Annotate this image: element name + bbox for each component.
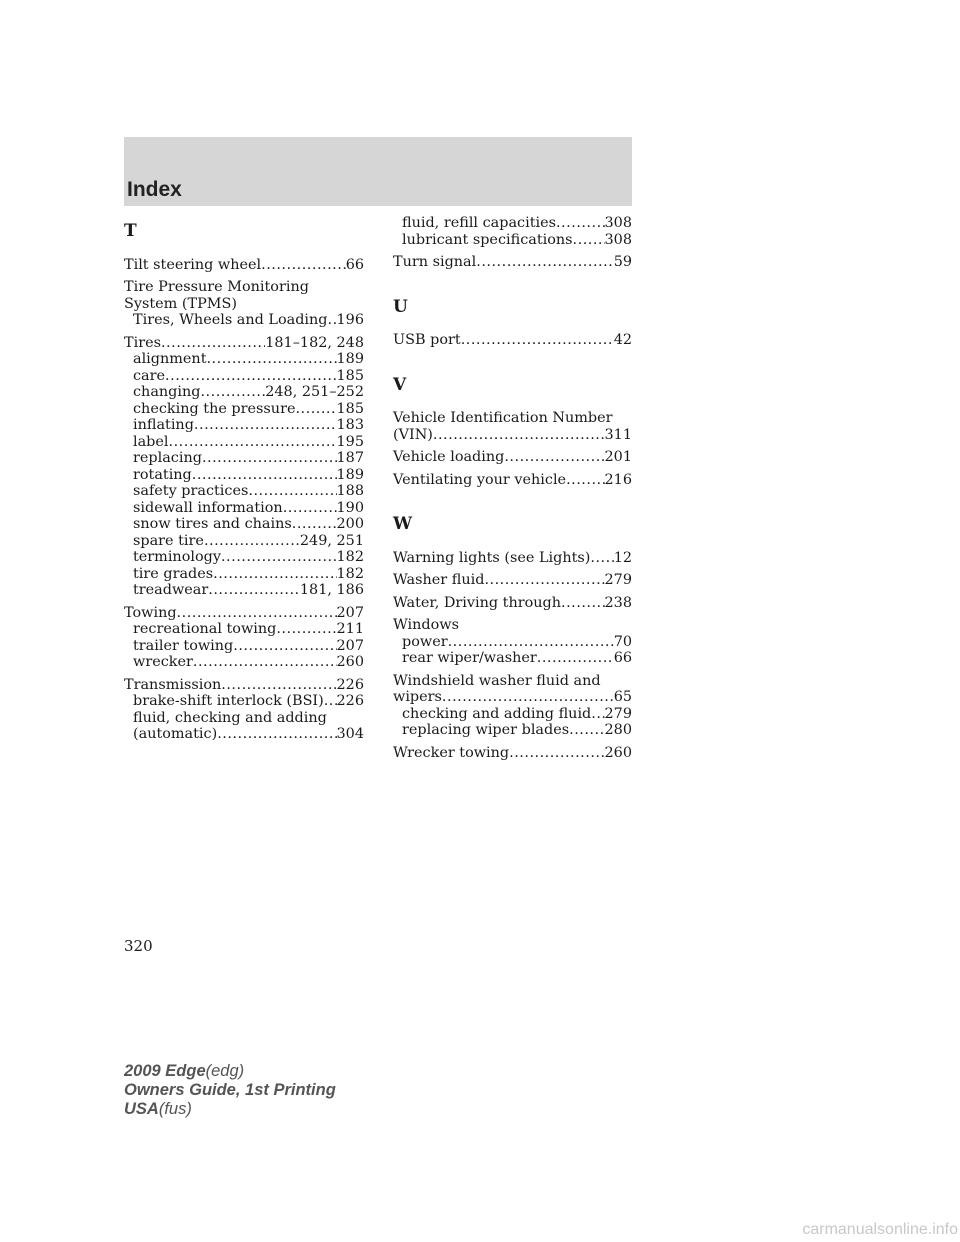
- leader-dots: [461, 332, 614, 349]
- entry-subtext: label: [133, 433, 169, 450]
- index-entry-transmission-continued: [393, 215, 632, 248]
- header-bar: [124, 137, 632, 206]
- entry-subtext: replacing: [133, 450, 202, 466]
- leader-dots: [537, 650, 614, 667]
- entry-text: Turn signal: [393, 254, 477, 270]
- leader-dots: [573, 232, 605, 249]
- leader-dots: [202, 450, 337, 467]
- footer-model-code: (edg): [205, 1062, 245, 1080]
- leader-dots: [193, 654, 337, 671]
- leader-dots: [590, 550, 613, 567]
- leader-dots: [504, 449, 604, 466]
- section-letter-w: W: [393, 514, 413, 534]
- entry-page: 189: [336, 466, 364, 483]
- entry-page: 211: [336, 621, 364, 637]
- entry-page: 65: [613, 689, 632, 705]
- entry-text: Tilt steering wheel: [124, 256, 262, 273]
- entry-subtext: alignment: [133, 351, 207, 367]
- entry-page: 308: [604, 231, 632, 248]
- entry-page: 181–182, 248: [265, 334, 364, 351]
- entry-text: Windows: [393, 617, 459, 633]
- entry-page: 12: [613, 549, 632, 566]
- entry-subtext: sidewall information: [133, 499, 283, 516]
- entry-subtext: fluid, refill capacities: [402, 215, 556, 231]
- entry-page: 279: [604, 572, 632, 588]
- entry-page: 304: [336, 726, 364, 742]
- entry-text: Vehicle Identification Number: [393, 410, 613, 426]
- entry-subtext: lubricant specifications: [402, 231, 573, 248]
- entry-subtext: trailer towing: [133, 637, 234, 654]
- entry-subtext: treadwear: [133, 582, 209, 598]
- entry-page: 311: [604, 426, 632, 443]
- entry-page: 216: [604, 471, 632, 488]
- leader-dots: [261, 257, 346, 274]
- entry-subtext: spare tire: [133, 532, 204, 549]
- entry-subtext: power: [402, 633, 448, 650]
- index-entry-vin: [393, 410, 632, 443]
- index-entry-windshield: [393, 673, 632, 739]
- entry-page: 185: [336, 367, 364, 384]
- leader-dots: [192, 467, 337, 484]
- entry-page: 59: [613, 254, 632, 270]
- entry-subtext: snow tires and chains: [133, 516, 292, 532]
- entry-text: Transmission: [124, 676, 222, 693]
- leader-dots: [324, 693, 337, 710]
- index-column-right: [393, 215, 632, 767]
- entry-page: 66: [613, 650, 632, 666]
- entry-text: Water, Driving through: [393, 594, 562, 611]
- leader-dots: [328, 312, 337, 329]
- entry-subtext: terminology: [133, 549, 221, 565]
- leader-dots: [206, 351, 336, 368]
- entry-page: 42: [613, 332, 632, 348]
- entry-subtext: Tires, Wheels and Loading: [133, 312, 328, 328]
- entry-page: 185: [336, 400, 364, 417]
- leader-dots: [221, 677, 336, 694]
- entry-page: 187: [336, 450, 364, 466]
- entry-subtext: (automatic): [133, 726, 218, 742]
- leader-dots: [433, 427, 605, 444]
- leader-dots: [292, 516, 337, 533]
- entry-page: 195: [336, 433, 364, 450]
- entry-page: 280: [604, 722, 632, 738]
- entry-text: Washer fluid: [393, 572, 485, 588]
- index-entry-transmission: [124, 677, 364, 743]
- section-letter-v: V: [393, 374, 407, 395]
- index-entry-usb: [393, 332, 632, 349]
- entry-subtext: rear wiper/washer: [402, 650, 537, 666]
- entry-text: Vehicle loading: [393, 449, 505, 465]
- entry-subtext: care: [133, 367, 166, 384]
- leader-dots: [213, 566, 336, 583]
- entry-page: 182: [336, 565, 364, 582]
- entry-subtext: tire grades: [133, 565, 214, 582]
- index-entry-towing: [124, 605, 364, 671]
- entry-subtext: checking the pressure: [133, 400, 296, 417]
- entry-page: 226: [336, 676, 364, 693]
- entry-subtext: replacing wiper blades: [402, 722, 570, 738]
- entry-page: 207: [336, 604, 364, 621]
- leader-dots: [217, 726, 336, 743]
- entry-page: 196: [336, 312, 364, 328]
- leader-dots: [476, 254, 613, 271]
- entry-page: 188: [336, 483, 364, 499]
- leader-dots: [442, 689, 614, 706]
- index-entry-water: [393, 595, 632, 612]
- entry-page: 182: [336, 549, 364, 565]
- entry-page: 200: [336, 516, 364, 532]
- entry-subtext: brake-shift interlock (BSI): [133, 693, 324, 709]
- index-entry-tpms: [124, 279, 364, 329]
- leader-dots: [200, 384, 265, 401]
- entry-text: (VIN): [393, 426, 433, 443]
- entry-text: System (TPMS): [124, 295, 237, 312]
- leader-dots: [556, 215, 605, 232]
- entry-subtext: changing: [133, 384, 201, 400]
- entry-page: 66: [345, 256, 364, 273]
- entry-page: 70: [613, 633, 632, 650]
- footer-edition: Owners Guide, 1st Printing: [124, 1081, 336, 1099]
- leader-dots: [194, 417, 337, 434]
- index-entry-warning-lights: [393, 550, 632, 567]
- entry-text: Windshield washer fluid and: [393, 672, 601, 689]
- section-letter-t: T: [124, 221, 137, 241]
- entry-subtext: wrecker: [133, 654, 193, 670]
- leader-dots: [561, 595, 605, 612]
- index-entry-windows: [393, 617, 632, 667]
- entry-text: Warning lights (see Lights): [393, 549, 591, 566]
- index-entry-washer-fluid: [393, 572, 632, 589]
- leader-dots: [165, 368, 336, 385]
- entry-text: Tires: [124, 334, 161, 351]
- entry-page: 226: [336, 693, 364, 709]
- watermark: carmanualsonline.info: [802, 1221, 958, 1238]
- entry-subtext: fluid, checking and adding: [133, 709, 327, 726]
- entry-text: wipers: [393, 689, 442, 705]
- entry-page: 201: [604, 449, 632, 465]
- section-letter-u: U: [393, 296, 408, 317]
- index-entry-turn-signal: [393, 254, 632, 271]
- entry-page: 181, 186: [299, 582, 364, 598]
- entry-subtext: inflating: [133, 417, 194, 433]
- leader-dots: [276, 621, 336, 638]
- index-entry-tilt: [124, 257, 364, 274]
- entry-subtext: recreational towing: [133, 621, 277, 637]
- index-entry-ventilating: [393, 472, 632, 489]
- page-number: 320: [124, 937, 153, 955]
- entry-page: 183: [336, 417, 364, 433]
- leader-dots: [566, 472, 604, 489]
- entry-page: 260: [336, 654, 364, 670]
- index-entry-vehicle-loading: [393, 449, 632, 466]
- entry-text: Ventilating your vehicle: [393, 471, 567, 488]
- entry-text: USB port: [393, 332, 461, 348]
- leader-dots: [221, 549, 337, 566]
- entry-page: 308: [604, 215, 632, 231]
- leader-dots: [248, 483, 336, 500]
- print-footer: [124, 1062, 336, 1119]
- entry-subtext: checking and adding fluid: [402, 705, 592, 722]
- entry-page: 279: [604, 705, 632, 722]
- entry-page: 190: [336, 499, 364, 516]
- entry-page: 238: [604, 594, 632, 611]
- entry-subtext: rotating: [133, 466, 192, 483]
- leader-dots: [233, 638, 336, 655]
- leader-dots: [161, 335, 265, 352]
- footer-market-code: (fus): [158, 1100, 192, 1118]
- leader-dots: [569, 722, 604, 739]
- entry-text: Tire Pressure Monitoring: [124, 279, 309, 295]
- entry-subtext: safety practices: [133, 483, 249, 499]
- entry-page: 260: [604, 744, 632, 761]
- leader-dots: [169, 434, 337, 451]
- entry-page: 248, 251–252: [265, 384, 364, 400]
- leader-dots: [591, 706, 604, 723]
- leader-dots: [509, 745, 604, 762]
- entry-text: Wrecker towing: [393, 744, 510, 761]
- leader-dots: [295, 401, 336, 418]
- leader-dots: [208, 582, 300, 599]
- footer-market: USA: [124, 1100, 159, 1118]
- leader-dots: [484, 572, 604, 589]
- index-column-left: [124, 215, 364, 749]
- leader-dots: [177, 605, 337, 622]
- entry-page: 249, 251: [299, 532, 364, 549]
- footer-model: 2009 Edge: [124, 1062, 206, 1080]
- entry-page: 189: [336, 351, 364, 367]
- index-entry-wrecker: [393, 745, 632, 762]
- entry-text: Towing: [124, 604, 177, 621]
- leader-dots: [204, 533, 300, 550]
- entry-page: 207: [336, 637, 364, 654]
- page-title: Index: [127, 178, 182, 201]
- index-entry-tires: [124, 335, 364, 599]
- leader-dots: [448, 634, 614, 651]
- leader-dots: [283, 500, 337, 517]
